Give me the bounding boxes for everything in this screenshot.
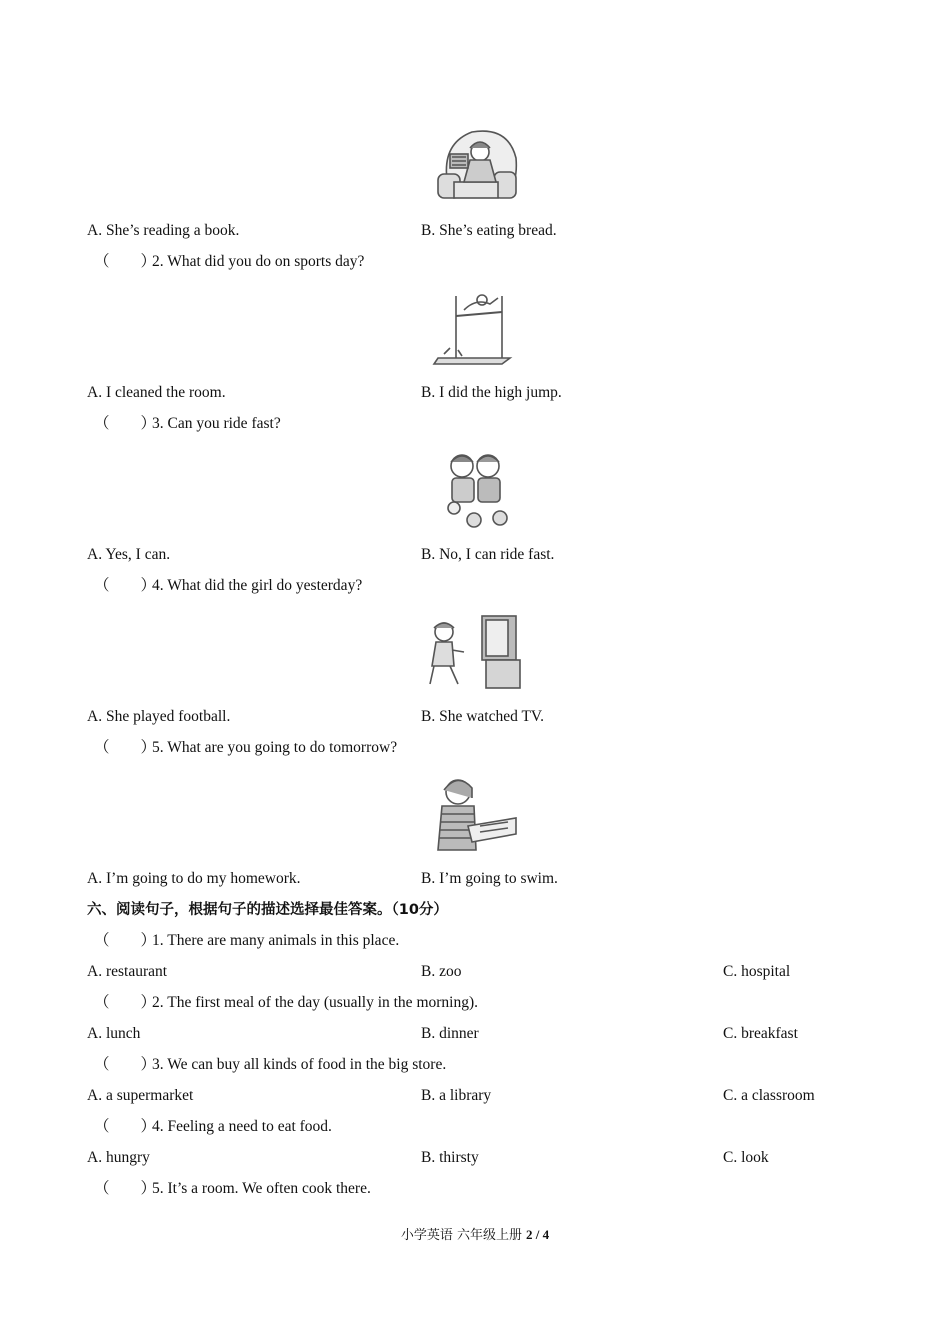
- option-b: B. zoo: [421, 963, 462, 980]
- option-b: B. I did the high jump.: [421, 384, 562, 401]
- option-b: B. She’s eating bread.: [421, 222, 557, 239]
- option-a: A. I’m going to do my homework.: [87, 870, 301, 887]
- option-b: B. a library: [421, 1087, 492, 1104]
- option-b: B. She watched TV.: [421, 708, 544, 725]
- option-a: A. restaurant: [87, 963, 168, 980]
- question-5: [94, 1179, 371, 1199]
- option-b: B. dinner: [421, 1025, 479, 1042]
- question-text: 2. What did you do on sports day?: [152, 253, 365, 270]
- question-text: 1. There are many animals in this place.: [152, 932, 400, 949]
- girl-watching-tv-picture: [424, 610, 524, 690]
- answer-blank[interactable]: （ ）: [94, 253, 157, 270]
- question-text: 3. Can you ride fast?: [152, 415, 281, 432]
- answer-blank[interactable]: （ ）: [94, 415, 157, 432]
- option-b: B. No, I can ride fast.: [421, 546, 555, 563]
- answer-blank[interactable]: （ ）: [94, 932, 157, 949]
- question-5: [94, 738, 397, 758]
- question-3: [94, 1055, 446, 1075]
- answer-blank[interactable]: （ ）: [94, 994, 157, 1011]
- question-2: [94, 993, 478, 1013]
- question-text: 5. It’s a room. We often cook there.: [152, 1180, 371, 1197]
- option-a: A. I cleaned the room.: [87, 384, 226, 401]
- option-c: C. breakfast: [723, 1025, 798, 1042]
- kids-riding-bike-picture: [440, 448, 512, 530]
- answer-blank[interactable]: （ ）: [94, 1118, 157, 1135]
- option-c: C. look: [723, 1149, 769, 1166]
- answer-blank[interactable]: （ ）: [94, 1056, 157, 1073]
- footer-label: 小学英语 六年级上册: [400, 1228, 522, 1243]
- question-text: 4. Feeling a need to eat food.: [152, 1118, 332, 1135]
- option-a: A. a supermarket: [87, 1087, 194, 1104]
- answer-blank[interactable]: （ ）: [94, 739, 157, 756]
- question-4: [94, 1117, 332, 1137]
- girl-doing-homework-picture: [432, 770, 520, 852]
- question-4: [94, 576, 362, 596]
- option-b: B. thirsty: [421, 1149, 479, 1166]
- option-a: A. hungry: [87, 1149, 150, 1166]
- option-a: A. Yes, I can.: [87, 546, 171, 563]
- question-text: 4. What did the girl do yesterday?: [152, 577, 363, 594]
- answer-blank[interactable]: （ ）: [94, 577, 157, 594]
- option-a: A. She played football.: [87, 708, 231, 725]
- section-title: 六、阅读句子，根据句子的描述选择最佳答案。（10分）: [87, 902, 448, 918]
- question-3: [94, 414, 281, 434]
- page-number: 2 / 4: [526, 1227, 550, 1242]
- page-footer: [0, 1224, 950, 1243]
- question-1: [94, 931, 399, 951]
- high-jump-picture: [432, 288, 514, 368]
- option-c: C. a classroom: [723, 1087, 815, 1104]
- question-text: 3. We can buy all kinds of food in the big store.: [152, 1056, 447, 1073]
- option-b: B. I’m going to swim.: [421, 870, 558, 887]
- option-c: C. hospital: [723, 963, 791, 980]
- option-a: A. She’s reading a book.: [87, 222, 240, 239]
- option-a: A. lunch: [87, 1025, 141, 1042]
- answer-blank[interactable]: （ ）: [94, 1180, 157, 1197]
- girl-reading-picture: [430, 124, 522, 204]
- question-2: [94, 252, 364, 272]
- question-text: 2. The first meal of the day (usually in the morning).: [152, 994, 478, 1011]
- question-text: 5. What are you going to do tomorrow?: [152, 739, 398, 756]
